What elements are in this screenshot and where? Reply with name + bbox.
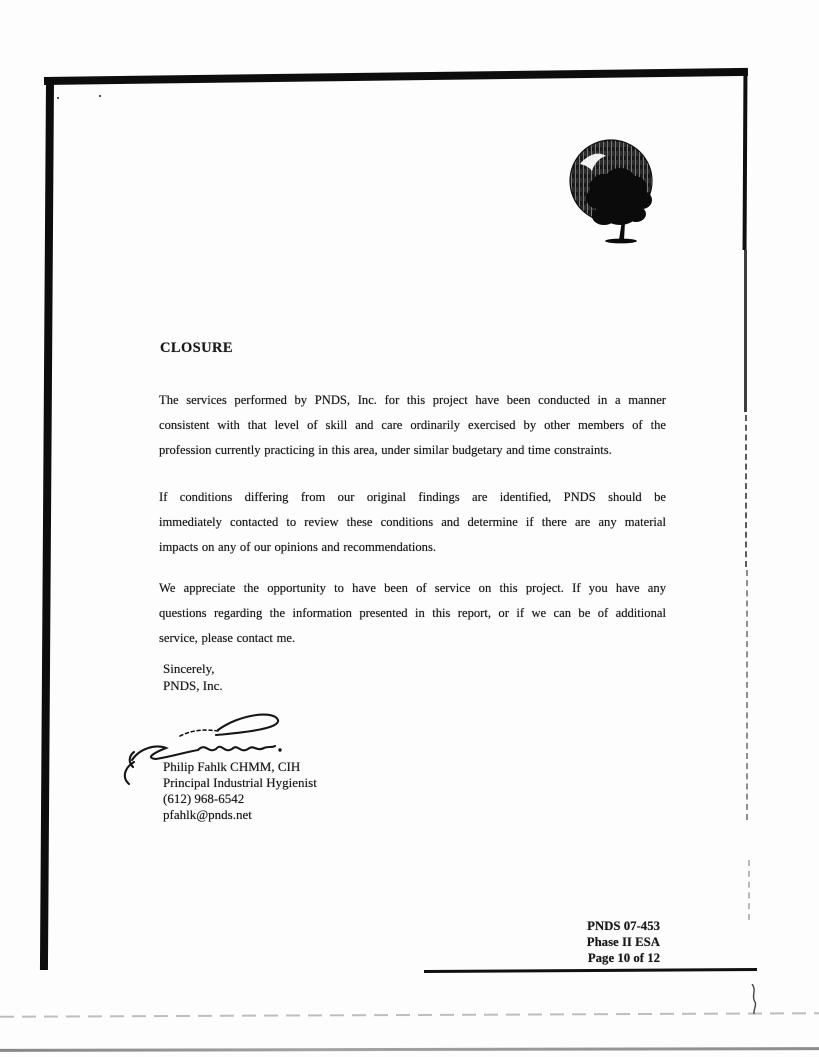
scan-border-right (748, 860, 750, 920)
signer-name: Philip Fahlk CHMM, CIH (163, 759, 301, 774)
footer-page-number: Page 10 of 12 (587, 951, 660, 965)
company-name: PNDS, Inc. (163, 677, 223, 693)
paragraph-2 (159, 485, 666, 560)
scan-border-right (744, 250, 747, 412)
text-line: impacts on any of our opinions and recommendations. (159, 540, 437, 554)
text-line: service, please contact me. (159, 631, 296, 645)
footer-rule (424, 968, 757, 973)
signature-loop (216, 715, 278, 735)
text-line: questions regarding the information presented in this report, or if we can be of additional (159, 606, 666, 620)
signature-leadin (180, 730, 218, 736)
salutation: Sincerely, (163, 661, 215, 676)
scan-speck (99, 95, 101, 97)
text-line: We appreciate the opportunity to have been of service on this project. If you have any (159, 581, 666, 595)
text-line: immediately contacted to review these conditions and determine if there are any material (159, 515, 666, 529)
paragraph-3 (159, 576, 666, 651)
page-footer (480, 918, 660, 966)
signature-scrawl (132, 746, 275, 760)
scan-border-right (743, 73, 748, 250)
signer-phone: (612) 968-6542 (163, 790, 245, 806)
footer-project-number: PNDS 07-453 (587, 919, 660, 933)
footer-report-type: Phase II ESA (586, 935, 660, 949)
signer-title: Principal Industrial Hygienist (163, 774, 317, 790)
company-logo (566, 124, 662, 252)
scan-squiggle-mark (750, 984, 758, 1014)
text-line: The services performed by PNDS, Inc. for this project have been conducted in a manner (159, 393, 666, 407)
tree-icon (586, 168, 652, 243)
scan-artifact-line (0, 1047, 819, 1052)
signer-block (163, 759, 317, 823)
section-heading: CLOSURE (160, 340, 233, 356)
text-line: profession currently practicing in this area, under similar budgetary and time constraints. (159, 443, 612, 457)
signer-email: pfahlk@pnds.net (163, 806, 252, 822)
scan-border-top (44, 68, 748, 85)
text-line: If conditions differing from our original findings are identified, PNDS should be (159, 490, 666, 504)
scan-border-left (40, 80, 54, 970)
closing-block (163, 661, 223, 694)
scan-border-right (745, 415, 747, 567)
text-line: consistent with that level of skill and care ordinarily exercised by other members of the (159, 418, 666, 432)
scan-border-right (746, 570, 748, 820)
scan-artifact-line (0, 1012, 819, 1018)
scan-speck (57, 97, 59, 99)
paragraph-1 (159, 388, 666, 463)
signature-period (278, 748, 281, 751)
